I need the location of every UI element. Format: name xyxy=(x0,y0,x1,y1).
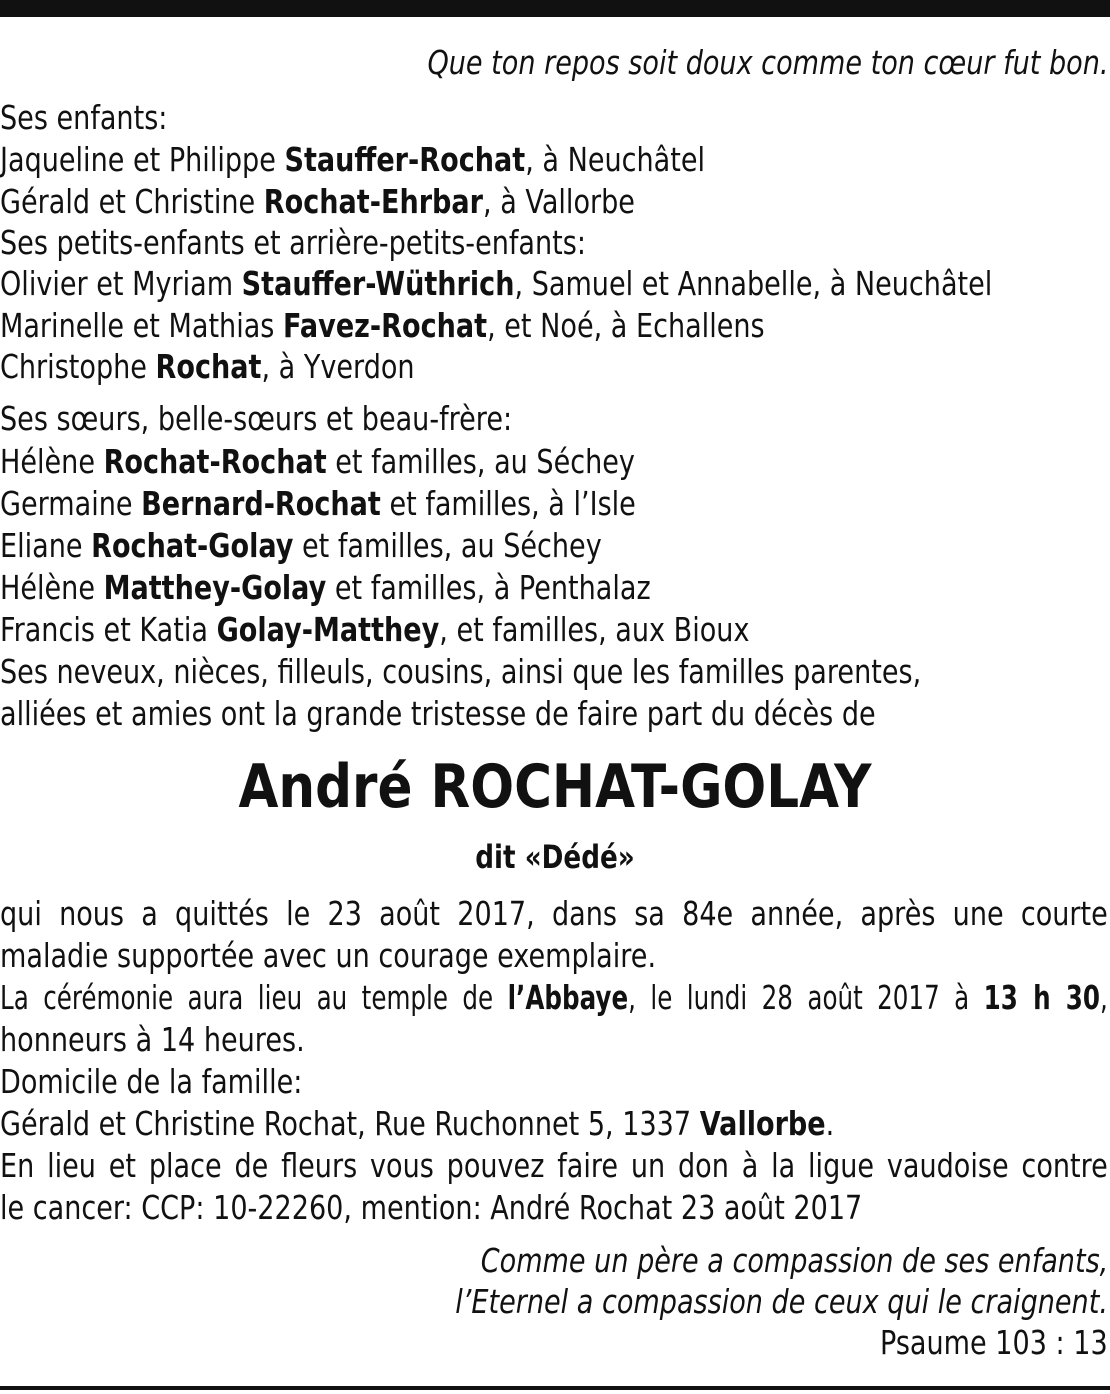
family-name: Bernard-Rochat xyxy=(141,484,381,523)
bottom-rule xyxy=(0,1386,1110,1390)
family-name: Rochat-Golay xyxy=(91,526,294,565)
closing-verse-line: Comme un père a compassion de ses enfants, xyxy=(480,1241,1108,1280)
ceremony-text: La cérémonie aura lieu au temple de l’Abbaye, le lundi 28 août 2017 à 13 h 30, xyxy=(0,978,1108,1017)
family-line: Germaine Bernard-Rochat et familles, à l’Isle xyxy=(0,484,636,523)
family-name: Golay-Matthey xyxy=(216,610,440,649)
deceased-name: André ROCHAT-GOLAY xyxy=(238,752,872,822)
grandchildren-heading: Ses petits-enfants et arrière-petits-enfants: xyxy=(0,223,586,262)
passing-text: qui nous a quittés le 23 août 2017, dans sa 84e année, après une courte xyxy=(0,894,1108,933)
top-rule xyxy=(0,0,1110,17)
epigraph: Que ton repos soit doux comme ton cœur fut bon. xyxy=(427,43,1108,82)
family-line: Hélène Rochat-Rochat et familles, au Séchey xyxy=(0,442,635,481)
ceremony-place: l’Abbaye xyxy=(507,978,629,1017)
ceremony-time: 13 h 30 xyxy=(983,978,1100,1017)
family-line: Christophe Rochat, à Yverdon xyxy=(0,347,415,386)
family-line: Jaqueline et Philippe Stauffer-Rochat, à Neuchâtel xyxy=(0,140,706,179)
domicile-town: Vallorbe xyxy=(699,1104,826,1143)
family-line: Marinelle et Mathias Favez-Rochat, et Noé, à Echallens xyxy=(0,306,765,345)
announcement-line: Ses neveux, nièces, filleuls, cousins, ainsi que les familles parentes, xyxy=(0,652,922,691)
deceased-nickname: dit «Dédé» xyxy=(475,838,635,876)
family-name: Rochat-Rochat xyxy=(103,442,327,481)
family-line: Gérald et Christine Rochat-Ehrbar, à Vallorbe xyxy=(0,182,635,221)
donation-text: le cancer: CCP: 10-22260, mention: André Rochat 23 août 2017 xyxy=(0,1188,863,1227)
family-name: Matthey-Golay xyxy=(103,568,327,607)
family-name: Stauffer-Rochat xyxy=(284,140,526,179)
donation-text: En lieu et place de fleurs vous pouvez faire un don à la ligue vaudoise contre xyxy=(0,1146,1108,1185)
announcement-line: alliées et amies ont la grande tristesse de faire part du décès de xyxy=(0,694,876,733)
children-heading: Ses enfants: xyxy=(0,98,168,137)
domicile-heading: Domicile de la famille: xyxy=(0,1062,303,1101)
domicile-address: Gérald et Christine Rochat, Rue Ruchonnet 5, 1337 Vallorbe. xyxy=(0,1104,835,1143)
closing-verse-line: l’Eternel a compassion de ceux qui le craignent. xyxy=(455,1282,1108,1321)
siblings-heading: Ses sœurs, belle-sœurs et beau-frère: xyxy=(0,399,513,438)
family-line: Olivier et Myriam Stauffer-Wüthrich, Samuel et Annabelle, à Neuchâtel xyxy=(0,264,993,303)
honours-text: honneurs à 14 heures. xyxy=(0,1020,305,1059)
verse-reference: Psaume 103 : 13 xyxy=(880,1323,1108,1362)
family-line: Eliane Rochat-Golay et familles, au Séchey xyxy=(0,526,602,565)
family-name: Rochat-Ehrbar xyxy=(263,182,484,221)
family-line: Francis et Katia Golay-Matthey, et familles, aux Bioux xyxy=(0,610,750,649)
family-line: Hélène Matthey-Golay et familles, à Penthalaz xyxy=(0,568,651,607)
family-name: Favez-Rochat xyxy=(283,306,488,345)
family-name: Rochat xyxy=(155,347,262,386)
passing-text: maladie supportée avec un courage exemplaire. xyxy=(0,936,657,975)
family-name: Stauffer-Wüthrich xyxy=(241,264,515,303)
